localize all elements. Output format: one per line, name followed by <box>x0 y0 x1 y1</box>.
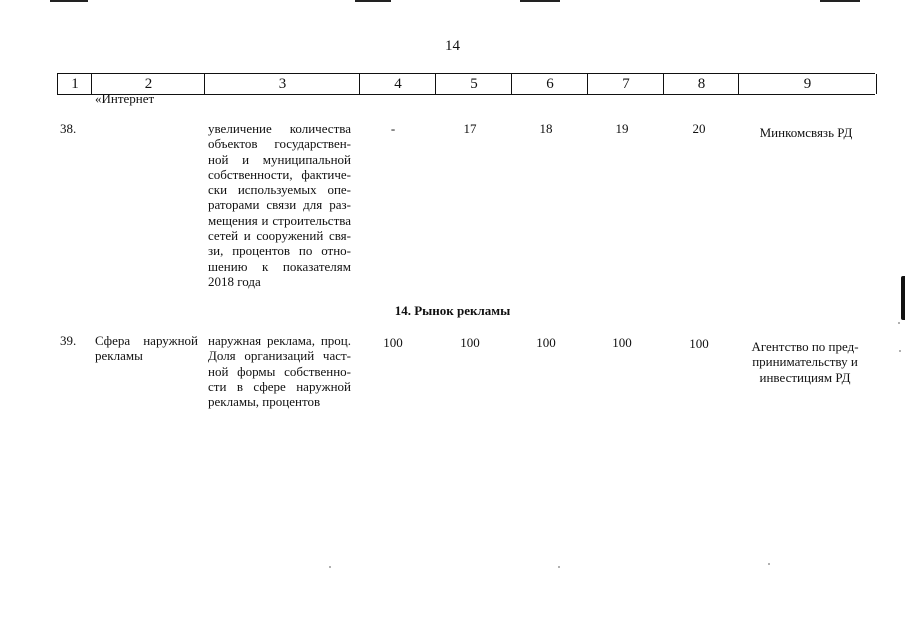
value-col-8: 20 <box>692 121 706 136</box>
column-header: 9 <box>738 74 877 94</box>
row-number: 38. <box>60 121 77 136</box>
column-header: 2 <box>91 74 205 94</box>
value-col-7: 100 <box>612 335 632 350</box>
scan-speck <box>768 563 770 565</box>
scan-speck <box>329 566 331 568</box>
responsible-cell: Минкомсвязь РД <box>759 125 853 140</box>
column-header: 7 <box>587 74 664 94</box>
continuation-text: «Интернет <box>95 91 155 106</box>
value-col-8: 100 <box>689 336 709 351</box>
value-col-5: 17 <box>463 121 477 136</box>
row-number: 39. <box>60 333 77 348</box>
scan-speck <box>898 322 900 324</box>
indicator-cell: увеличение количества объектов государствен-ной и муниципальной собственности, фактиче-ски используемых опе-раторами связи для раз-мещения и строительства сетей и сооружений свя-зи, процентов по отно-шению к показателям 2018 года <box>208 121 351 289</box>
value-col-5: 100 <box>460 335 480 350</box>
scan-edge-line <box>820 0 860 2</box>
column-header: 3 <box>204 74 360 94</box>
indicator-cell: наружная реклама, проц. Доля организаций част-ной формы собственно-сти в сфере наружной рекламы, процентов <box>208 333 351 410</box>
scan-speck <box>899 350 901 352</box>
value-col-6: 100 <box>536 335 556 350</box>
responsible-cell: Агентство по пред-принимательству и инвестициям РД <box>751 339 859 385</box>
scan-speck <box>558 566 560 568</box>
column-header: 1 <box>57 74 92 94</box>
value-col-4: 100 <box>383 335 403 350</box>
column-header-row <box>57 73 875 95</box>
value-col-4: - <box>390 121 396 136</box>
page-number: 14 <box>445 38 460 54</box>
column-header: 4 <box>359 74 436 94</box>
value-col-6: 18 <box>539 121 553 136</box>
scan-edge-line <box>520 0 560 2</box>
section-title: 14. Рынок рекламы <box>394 303 511 318</box>
column-header: 6 <box>511 74 588 94</box>
column-header: 8 <box>663 74 739 94</box>
scan-edge-line <box>355 0 391 2</box>
column-header: 5 <box>435 74 512 94</box>
value-col-7: 19 <box>615 121 629 136</box>
scan-edge-line <box>50 0 88 2</box>
sphere-cell: Сфера наружной рекламы <box>95 333 198 364</box>
